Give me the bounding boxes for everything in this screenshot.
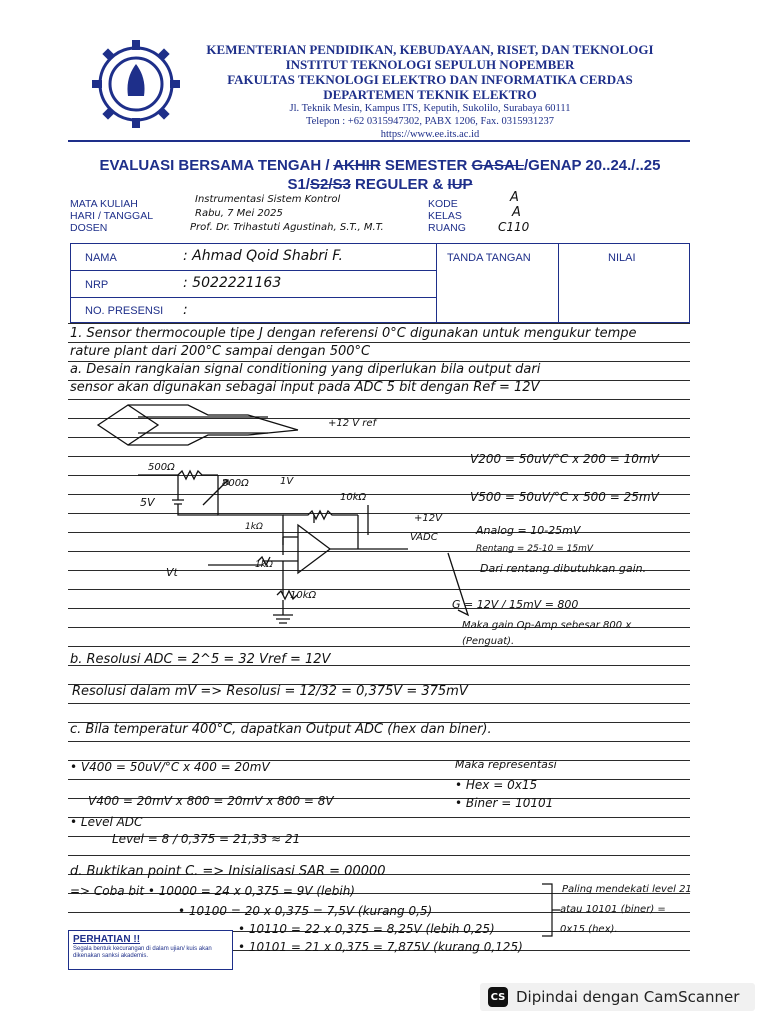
meta-labels-left (70, 198, 153, 234)
kode-value: A (510, 190, 519, 205)
header-divider (68, 140, 690, 142)
title-struck: IUP (447, 176, 473, 193)
circuit-label: 10kΩ (340, 492, 367, 503)
answer-line: • 10101 = 21 x 0,375 = 7,875V (kurang 0,125) (238, 940, 523, 954)
ruled-line (68, 703, 690, 704)
title-struck: AKHIR (333, 157, 381, 174)
ruled-line (68, 741, 690, 742)
calc-line: V200 = 50uV/°C x 200 = 10mV (470, 452, 659, 466)
calc-line: (Penguat). (462, 636, 515, 647)
nama-value: : Ahmad Qoid Shabri F. (183, 248, 344, 264)
address: Jl. Teknik Mesin, Kampus ITS, Keputih, Sukolilo, Surabaya 60111 (289, 103, 571, 114)
answer-line: a. Desain rangkaian signal conditioning yang diperlukan bila output dari (70, 362, 541, 377)
brace-mark (538, 880, 562, 940)
title-text: /GENAP 20..24./..25 (524, 157, 661, 174)
answer-line: Level = 8 / 0,375 = 21,33 ≈ 21 (112, 832, 301, 846)
dosen-value: Prof. Dr. Trihastuti Agustinah, S.T., M.T. (190, 222, 384, 233)
table-divider (436, 244, 437, 322)
answer-line: • Level ADC (70, 815, 143, 829)
answer-line: • Biner = 10101 (455, 796, 554, 810)
ruled-line (68, 817, 690, 818)
circuit-label: 5V (140, 496, 155, 509)
circuit-label: 1V (280, 476, 294, 487)
website: https://www.ee.its.ac.id (380, 129, 480, 140)
faculty-name: FAKULTAS TEKNOLOGI ELEKTRO DAN INFORMATIKA CERDAS (227, 72, 633, 87)
signal-conditioning-circuit (68, 395, 690, 640)
ruang-value: C110 (498, 220, 530, 234)
institute-name: INSTITUT TEKNOLOGI SEPULUH NOPEMBER (285, 57, 575, 72)
kelas-label: KELAS (428, 210, 462, 222)
ruled-line (68, 855, 690, 856)
ruang-label: RUANG (428, 222, 466, 234)
circuit-label: 800Ω (222, 478, 249, 489)
calc-line: Maka gain Op-Amp sebesar 800 x (462, 620, 632, 631)
ministry-name: KEMENTERIAN PENDIDIKAN, KEBUDAYAAN, RISET, DAN TEKNOLOGI (206, 42, 654, 57)
circuit-label: 1kΩ (255, 560, 273, 570)
title-text: SEMESTER (384, 157, 468, 174)
kode-label: KODE (428, 198, 458, 210)
exam-title (70, 156, 690, 194)
circuit-label: 500Ω (148, 462, 175, 473)
answer-line: rature plant dari 200°C sampai dengan 500°C (70, 344, 371, 359)
answer-line: • 10110 = 22 x 0,375 = 8,25V (lebih 0,25) (238, 922, 495, 936)
title-struck: S2/S3 (309, 176, 351, 193)
ruled-line (68, 646, 690, 647)
calc-line: Dari rentang dibutuhkan gain. (480, 562, 647, 575)
circuit-label: 10kΩ (290, 590, 317, 601)
conclusion-line: atau 10101 (biner) = (560, 904, 666, 915)
circuit-label: 1kΩ (245, 522, 263, 532)
conclusion-line: Paling mendekati level 21 (562, 884, 692, 895)
warning-body: Segala bentuk kecurangan di dalam ujian/ kuis akan dikenakan sanksi akademis. (73, 946, 212, 959)
nrp-value: : 5022221163 (183, 275, 282, 291)
answer-line: Resolusi dalam mV => Resolusi = 12/32 = 0,375V = 375mV (72, 684, 468, 699)
presensi-label: NO. PRESENSI (85, 305, 164, 317)
table-divider (71, 270, 436, 271)
its-logo (90, 38, 182, 130)
circuit-label: VADC (410, 532, 438, 543)
nrp-label: NRP (85, 279, 109, 291)
answer-line: d. Buktikan point C. => Inisialisasi SAR = 00000 (70, 864, 386, 879)
calc-line: Rentang = 25-10 = 15mV (476, 544, 594, 554)
table-divider (71, 297, 436, 298)
warning-title: PERHATIAN !! (73, 934, 141, 945)
calc-line: Analog = 10-25mV (476, 524, 581, 537)
calc-line: G = 12V / 15mV = 800 (452, 598, 579, 611)
circuit-label: +12 V ref (328, 418, 377, 429)
answer-line: • V400 = 50uV/°C x 400 = 20mV (70, 760, 270, 774)
title-text: S1/ (287, 176, 310, 193)
calc-line: V500 = 50uV/°C x 500 = 25mV (470, 490, 659, 504)
nama-label: NAMA (85, 252, 117, 264)
hari-value: Rabu, 7 Mei 2025 (195, 208, 283, 219)
department-name: DEPARTEMEN TEKNIK ELEKTRO (323, 87, 537, 102)
answer-line: Maka representasi (455, 758, 557, 771)
answer-line: • 10100 = 20 x 0,375 = 7,5V (kurang 0,5) (178, 904, 433, 918)
ruled-line (68, 779, 690, 780)
ruled-line (68, 342, 690, 343)
camscanner-text: Dipindai dengan CamScanner (516, 988, 740, 1006)
answer-line: => Coba bit • 10000 = 24 x 0,375 = 9V (lebih) (70, 884, 355, 898)
mata-kuliah-value: Instrumentasi Sistem Kontrol (195, 194, 341, 205)
nilai-label: NILAI (608, 252, 636, 264)
answer-line: 1. Sensor thermocouple tipe J dengan referensi 0°C digunakan untuk mengukur tempe (70, 326, 637, 341)
answer-line: c. Bila temperatur 400°C, dapatkan Output ADC (hex dan biner). (70, 722, 492, 737)
title-text: EVALUASI BERSAMA TENGAH / (99, 157, 330, 174)
table-divider (558, 244, 559, 322)
ruled-line (68, 323, 690, 324)
mata-kuliah-label: MATA KULIAH (70, 198, 138, 210)
answer-line: V400 = 20mV x 800 = 20mV x 800 = 8V (88, 794, 334, 808)
institution-header (185, 42, 675, 141)
camscanner-icon: CS (488, 987, 508, 1007)
circuit-label: Vt (166, 566, 178, 579)
circuit-label: +12V (414, 513, 442, 524)
meta-labels-right (428, 198, 466, 234)
dosen-label: DOSEN (70, 222, 108, 234)
camscanner-watermark (480, 983, 755, 1011)
kelas-value: A (512, 205, 521, 220)
title-struck: GASAL (471, 157, 525, 174)
answer-line: b. Resolusi ADC = 2^5 = 32 Vref = 12V (70, 652, 331, 667)
student-id-table (70, 243, 690, 323)
answer-line: • Hex = 0x15 (455, 778, 538, 792)
answer-line: sensor akan digunakan sebagai input pada ADC 5 bit dengan Ref = 12V (70, 380, 540, 395)
warning-box (68, 930, 233, 970)
hari-label: HARI / TANGGAL (70, 210, 154, 222)
conclusion-line: 0x15 (hex). (560, 924, 618, 935)
title-text: REGULER & (355, 176, 444, 193)
tanda-tangan-label: TANDA TANGAN (447, 252, 531, 264)
presensi-value: : (183, 302, 188, 318)
phone: Telepon : +62 0315947302, PABX 1206, Fax. 0315931237 (305, 116, 555, 127)
